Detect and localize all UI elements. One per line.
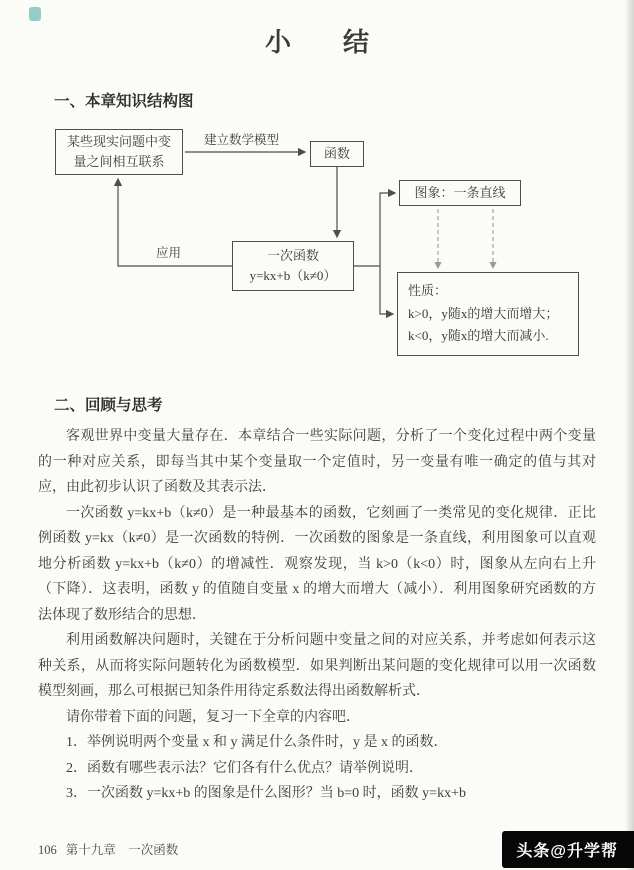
connector-linear-to-graph	[354, 193, 395, 266]
knowledge-structure-diagram	[38, 121, 596, 367]
diagram-label-apply: 应用	[156, 246, 182, 260]
watermark-badge: 头条@升学帮	[502, 831, 634, 868]
review-question-1: 1．举例说明两个变量 x 和 y 满足什么条件时，y 是 x 的函数．	[66, 735, 448, 750]
property-increase-rule: k>0，y随x的增大而增大；	[408, 305, 559, 321]
section1-heading: 一、本章知识结构图	[54, 93, 194, 110]
footer-chapter-title: 第十九章 一次函数	[65, 843, 179, 857]
review-paragraph-4: 请你带着下面的问题，复习一下全章的内容吧．	[66, 709, 360, 725]
review-paragraph-3: 利用函数解决问题时，关键在于分析问题中变量之间的对应关系，并考虑如何表示这种关系，从而将实际问题转化为函数模型．如果判断出某问题的变化规律可以用一次函数模型刻画，那么可根据已知条件用待定系数法得出函数解析式．	[38, 633, 596, 699]
review-question-3: 3．一次函数 y=kx+b 的图象是什么图形？当 b=0 时，函数 y=kx+b	[66, 786, 466, 801]
linear-function-formula: y=kx+b（k≠0）	[249, 268, 337, 283]
property-title: 性质：	[408, 282, 448, 298]
diagram-box-property	[397, 272, 579, 356]
page-footer	[38, 840, 178, 858]
property-decrease-rule: k<0，y随x的增大而减小.	[408, 328, 549, 344]
linear-function-name: 一次函数	[266, 247, 319, 263]
review-paragraph-1: 客观世界中变量大量存在．本章结合一些实际问题，分析了一个变化过程中两个变量的一种对应关系，即每当其中某个变量取一个定值时，另一变量有唯一确定的值与其对应，由此初步认识了函数及其表示法．	[38, 429, 596, 495]
diagram-label-build-model: 建立数学模型	[204, 133, 280, 147]
review-question-2: 2．函数有哪些表示法？它们各有什么优点？请举例说明．	[66, 760, 423, 776]
page-title: 小 结	[264, 28, 382, 57]
section2-heading: 二、回顾与思考	[54, 397, 163, 414]
diagram-box-linear-function	[232, 241, 354, 291]
diagram-box-function: 函数	[310, 141, 364, 167]
scan-artifact	[29, 7, 41, 21]
page-content	[0, 89, 634, 807]
review-paragraph-2: 一次函数 y=kx+b（k≠0）是一种最基本的函数，它刻画了一类常见的变化规律．正比例函数 y=kx（k≠0）是一次函数的特例．一次函数的图象是一条直线，利用图象可以直观地分析函数 y=kx+b（k≠0）的增减性．观察发现，当 k>0（k<0）时，图象从左向右上升（下降）．这表明，函数 y 的值随自变量 x 的增大而增大（减小）．利用图象研究函数的方法体现了数形结合的思想．	[38, 505, 596, 623]
connector-linear-to-property	[380, 266, 393, 314]
diagram-box-graph: 图象：一条直线	[399, 180, 521, 206]
footer-page-number: 106	[38, 843, 57, 857]
review-section	[38, 393, 596, 807]
diagram-box-problem: 某些现实问题中变量之间相互联系	[55, 129, 183, 175]
